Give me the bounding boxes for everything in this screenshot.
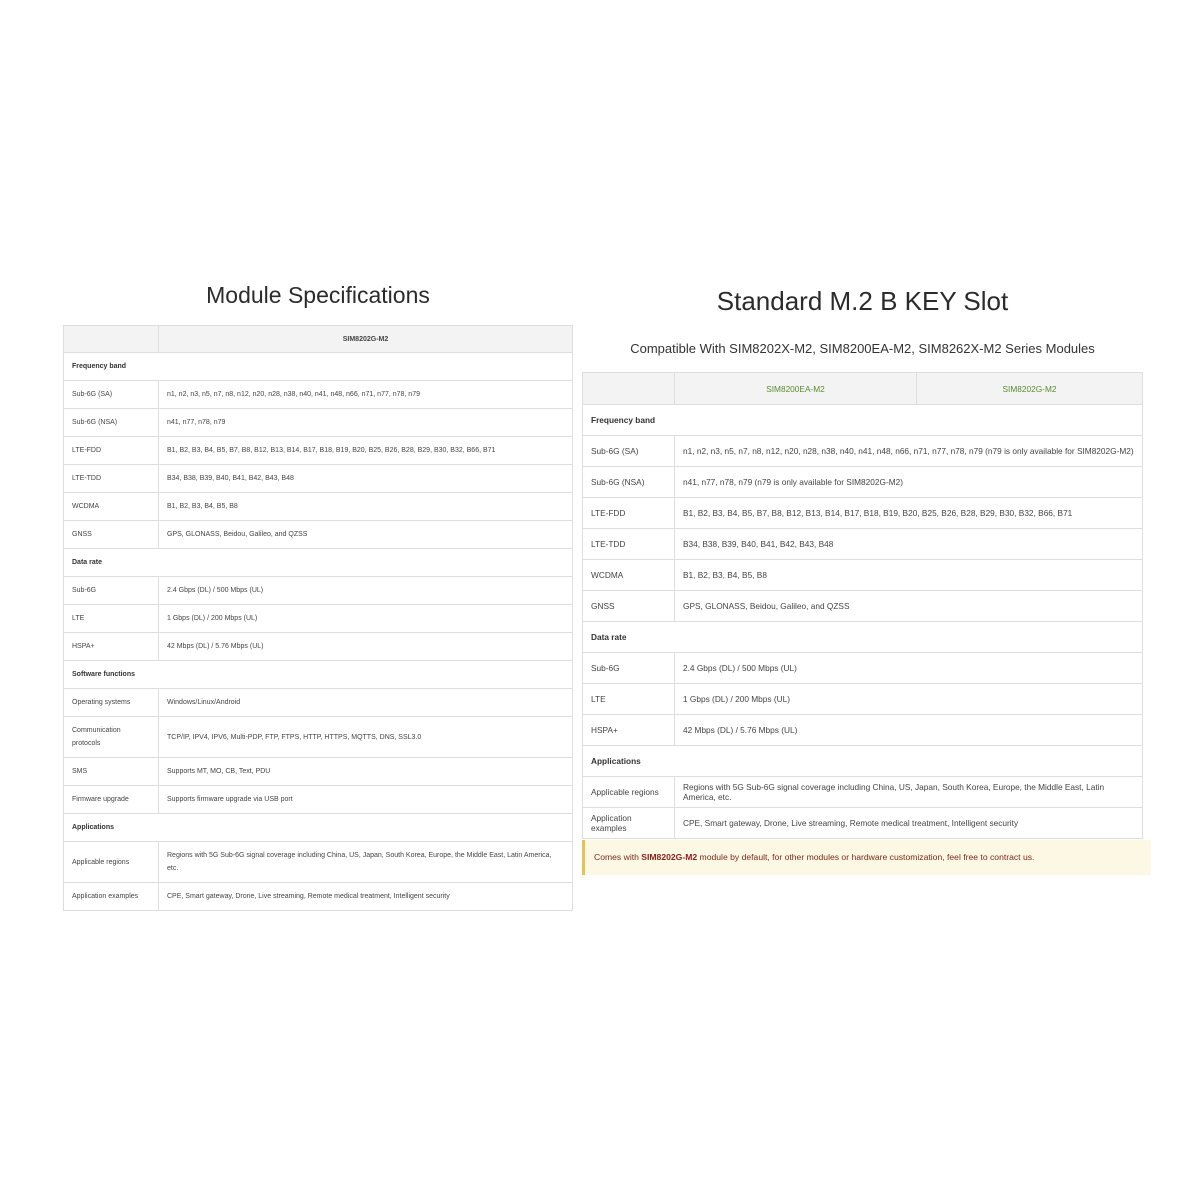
- section-heading: Data rate: [64, 549, 573, 577]
- spec-row-hspa: [583, 715, 1143, 746]
- spec-value: GPS, GLONASS, Beidou, Galileo, and QZSS: [675, 591, 1143, 622]
- section-heading: Frequency band: [64, 353, 573, 381]
- spec-label: Applicable regions: [583, 777, 675, 808]
- spec-value: 1 Gbps (DL) / 200 Mbps (UL): [675, 684, 1143, 715]
- right-header-model-2: SIM8202G-M2: [917, 373, 1143, 405]
- spec-value: B1, B2, B3, B4, B5, B8: [159, 493, 573, 521]
- spec-row-lte-tdd: [583, 529, 1143, 560]
- notice-suffix: module by default, for other modules or hardware customization, feel free to contract us.: [697, 852, 1035, 862]
- spec-value: Windows/Linux/Android: [159, 689, 573, 717]
- spec-row-sms: [64, 758, 573, 786]
- section-heading: Applications: [583, 746, 1143, 777]
- spec-row-lte: [583, 684, 1143, 715]
- notice-model: SIM8202G-M2: [641, 852, 698, 862]
- spec-label: SMS: [64, 758, 159, 786]
- spec-label: HSPA+: [583, 715, 675, 746]
- spec-row-lte-tdd: [64, 465, 573, 493]
- spec-label: GNSS: [583, 591, 675, 622]
- section-software-functions: [64, 661, 573, 689]
- spec-value: 2.4 Gbps (DL) / 500 Mbps (UL): [675, 653, 1143, 684]
- spec-row-wcdma: [583, 560, 1143, 591]
- spec-label: LTE: [64, 605, 159, 633]
- spec-row-applicable-regions: [583, 777, 1143, 808]
- spec-value: B1, B2, B3, B4, B5, B7, B8, B12, B13, B14, B17, B18, B19, B20, B25, B26, B28, B29, B30, B32, B66, B71: [159, 437, 573, 465]
- section-applications: [583, 746, 1143, 777]
- spec-label: Sub-6G (NSA): [583, 467, 675, 498]
- spec-value: Regions with 5G Sub-6G signal coverage including China, US, Japan, South Korea, Europe, the Middle East, Latin America, etc.: [675, 777, 1143, 808]
- right-header-model-1: SIM8200EA-M2: [675, 373, 917, 405]
- left-title: Module Specifications: [206, 282, 430, 308]
- spec-value: 42 Mbps (DL) / 5.76 Mbps (UL): [675, 715, 1143, 746]
- spec-row-sub-6g-sa: [64, 381, 573, 409]
- spec-label: WCDMA: [64, 493, 159, 521]
- spec-row-wcdma: [64, 493, 573, 521]
- section-heading: Data rate: [583, 622, 1143, 653]
- spec-row-lte: [64, 605, 573, 633]
- spec-row-hspa: [64, 633, 573, 661]
- default-module-notice: [582, 840, 1151, 875]
- spec-label: Sub-6G (SA): [64, 381, 159, 409]
- spec-value: GPS, GLONASS, Beidou, Galileo, and QZSS: [159, 521, 573, 549]
- left-header-model: SIM8202G-M2: [159, 326, 573, 353]
- spec-value: Supports firmware upgrade via USB port: [159, 786, 573, 814]
- spec-row-application-examples: [583, 808, 1143, 839]
- spec-row-lte-fdd: [64, 437, 573, 465]
- right-subtitle: Compatible With SIM8202X-M2, SIM8200EA-M2, SIM8262X-M2 Series Modules: [630, 341, 1095, 356]
- spec-row-lte-fdd: [583, 498, 1143, 529]
- spec-row-sub-6g-sa: [583, 436, 1143, 467]
- spec-row-operating-systems: [64, 689, 573, 717]
- section-data-rate: [583, 622, 1143, 653]
- spec-row-sub-6g: [64, 577, 573, 605]
- spec-value: 42 Mbps (DL) / 5.76 Mbps (UL): [159, 633, 573, 661]
- spec-value: n1, n2, n3, n5, n7, n8, n12, n20, n28, n38, n40, n41, n48, n66, n71, n77, n78, n79: [159, 381, 573, 409]
- spec-value: 2.4 Gbps (DL) / 500 Mbps (UL): [159, 577, 573, 605]
- spec-row-applicable-regions: [64, 842, 573, 883]
- section-data-rate: [64, 549, 573, 577]
- spec-value: B34, B38, B39, B40, B41, B42, B43, B48: [159, 465, 573, 493]
- spec-value: TCP/IP, IPV4, IPV6, Multi-PDP, FTP, FTPS, HTTP, HTTPS, MQTTS, DNS, SSL3.0: [159, 717, 573, 758]
- right-spec-table: [582, 372, 1143, 839]
- spec-value: n41, n77, n78, n79 (n79 is only available for SIM8202G-M2): [675, 467, 1143, 498]
- spec-label: Sub-6G (NSA): [64, 409, 159, 437]
- spec-label: HSPA+: [64, 633, 159, 661]
- section-heading: Software functions: [64, 661, 573, 689]
- spec-value: n41, n77, n78, n79: [159, 409, 573, 437]
- section-heading: Applications: [64, 814, 573, 842]
- spec-label: Operating systems: [64, 689, 159, 717]
- spec-label: LTE: [583, 684, 675, 715]
- spec-value: CPE, Smart gateway, Drone, Live streaming, Remote medical treatment, Intelligent security: [159, 883, 573, 911]
- spec-label: Sub-6G: [583, 653, 675, 684]
- spec-value: B1, B2, B3, B4, B5, B8: [675, 560, 1143, 591]
- spec-label: LTE-TDD: [64, 465, 159, 493]
- spec-label: Firmware upgrade: [64, 786, 159, 814]
- spec-value: CPE, Smart gateway, Drone, Live streaming, Remote medical treatment, Intelligent security: [675, 808, 1143, 839]
- spec-row-firmware-upgrade: [64, 786, 573, 814]
- notice-prefix: Comes with: [594, 852, 642, 862]
- section-heading: Frequency band: [583, 405, 1143, 436]
- spec-label: Sub-6G (SA): [583, 436, 675, 467]
- spec-value: Supports MT, MO, CB, Text, PDU: [159, 758, 573, 786]
- spec-label: Communication protocols: [64, 717, 159, 758]
- left-spec-table: [63, 325, 573, 911]
- spec-label: LTE-FDD: [583, 498, 675, 529]
- spec-row-gnss: [64, 521, 573, 549]
- spec-label: Application examples: [64, 883, 159, 911]
- left-table-header: [64, 326, 573, 353]
- spec-row-sub-6g: [583, 653, 1143, 684]
- spec-label: GNSS: [64, 521, 159, 549]
- section-frequency-band: [64, 353, 573, 381]
- right-title: Standard M.2 B KEY Slot: [716, 286, 1009, 316]
- spec-label: LTE-FDD: [64, 437, 159, 465]
- spec-value: B34, B38, B39, B40, B41, B42, B43, B48: [675, 529, 1143, 560]
- spec-row-gnss: [583, 591, 1143, 622]
- spec-row-communication-protocols: [64, 717, 573, 758]
- spec-value: n1, n2, n3, n5, n7, n8, n12, n20, n28, n38, n40, n41, n48, n66, n71, n77, n78, n79 (n79 is only available for SIM8202G-M2): [675, 436, 1143, 467]
- section-applications: [64, 814, 573, 842]
- spec-label: LTE-TDD: [583, 529, 675, 560]
- right-header-corner: [583, 373, 675, 405]
- spec-value: 1 Gbps (DL) / 200 Mbps (UL): [159, 605, 573, 633]
- right-table-header: [583, 373, 1143, 405]
- spec-label: Sub-6G: [64, 577, 159, 605]
- spec-label: Application examples: [583, 808, 675, 839]
- spec-label: WCDMA: [583, 560, 675, 591]
- left-header-corner: [64, 326, 159, 353]
- spec-row-sub-6g-nsa: [64, 409, 573, 437]
- spec-row-application-examples: [64, 883, 573, 911]
- spec-value: B1, B2, B3, B4, B5, B7, B8, B12, B13, B14, B17, B18, B19, B20, B25, B26, B28, B29, B30, B32, B66, B71: [675, 498, 1143, 529]
- spec-row-sub-6g-nsa: [583, 467, 1143, 498]
- section-frequency-band: [583, 405, 1143, 436]
- spec-value: Regions with 5G Sub-6G signal coverage including China, US, Japan, South Korea, Europe, the Middle East, Latin America, etc.: [159, 842, 573, 883]
- spec-label: Applicable regions: [64, 842, 159, 883]
